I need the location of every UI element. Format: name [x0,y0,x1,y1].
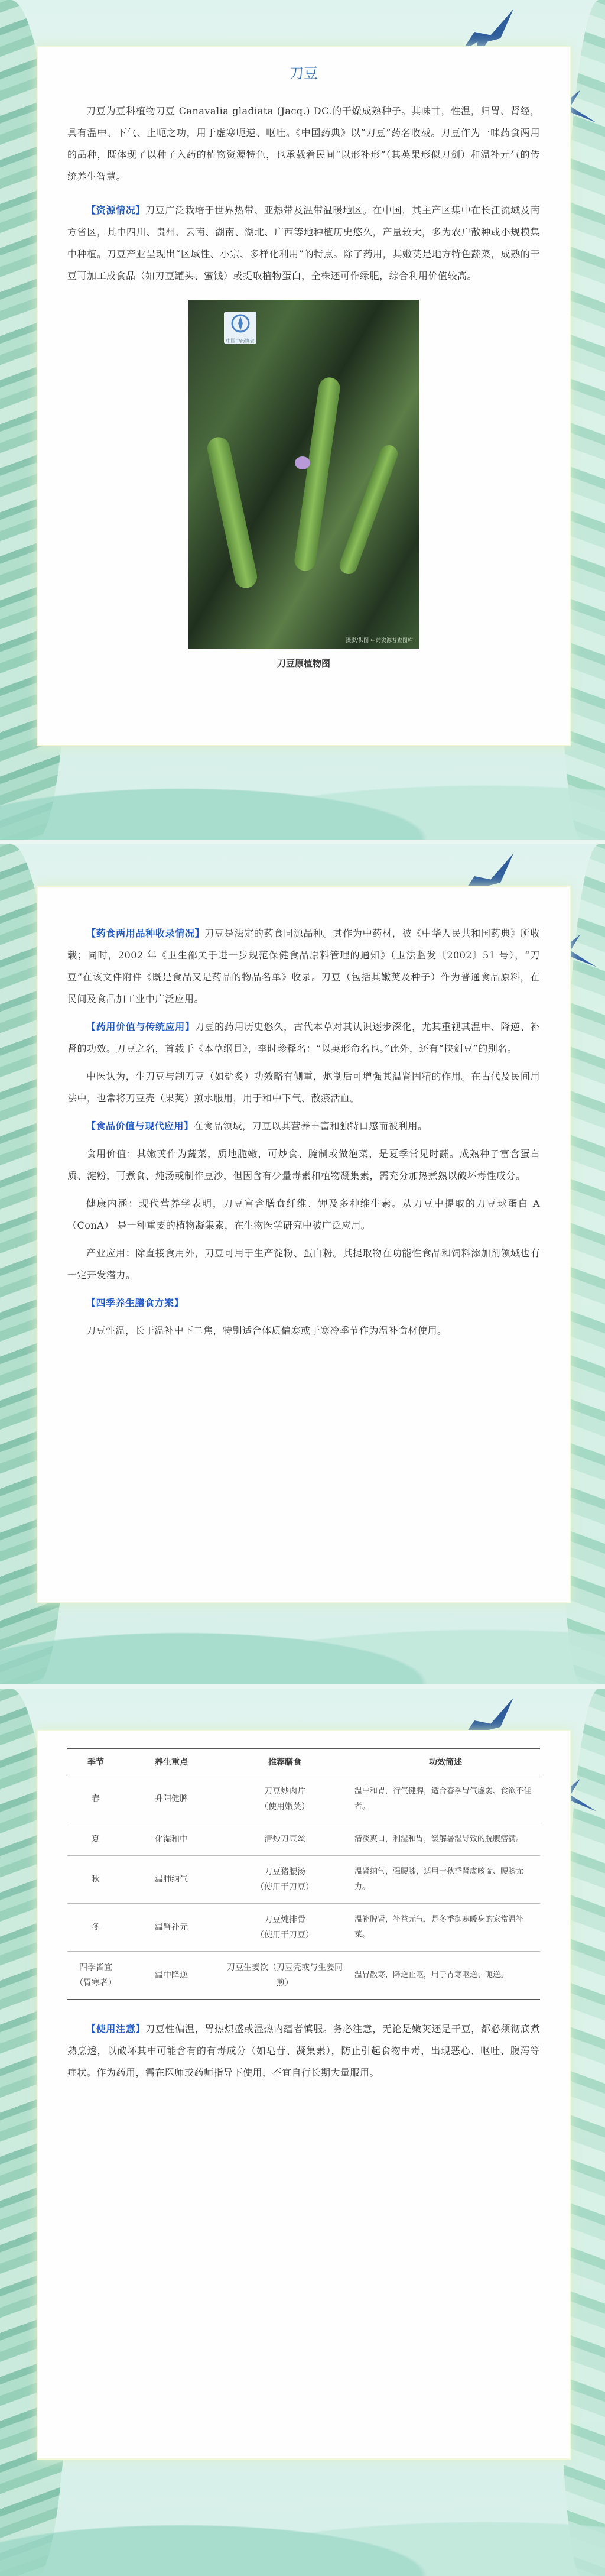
table-cell: 秋 [67,1856,124,1904]
table-cell: 温中和胃，行气健脾，适合春季胃气虚弱、食欲不佳者。 [351,1775,540,1823]
wave-decoration [0,751,605,840]
resource-paragraph [67,199,540,287]
page-section-1 [0,0,605,840]
food-text: 在食品领域，刀豆以其营养丰富和独特口感而被利用。 [193,1120,428,1132]
content-card [37,1730,571,2460]
page-section-3 [0,1689,605,2576]
wave-decoration [0,1595,605,1684]
table-row [67,1775,540,1823]
wave-decoration [0,2487,605,2576]
table-cell: 化湿和中 [124,1823,219,1856]
table-cell: 温中降逆 [124,1952,219,2000]
listing-text: 刀豆是法定的药食同源品种。其作为中药材，被《中华人民共和国药典》所收载；同时，2002 年《卫生部关于进一步规范保健食品原料管理的通知》（卫法监发〔2002〕51 号），“刀豆”在该文件附件《既是食品又是药品的物品名单》收录。刀豆（包括其嫩荚及种子）作为普通食品原料，在民间及食品加工业中广泛应用。 [67,928,540,1005]
logo-text: 中国中药协会 [226,338,255,344]
table-header: 养生重点 [124,1748,219,1775]
intro-paragraph: 刀豆为豆科植物刀豆 Canavalia gladiata (Jacq.) DC.的干燥成熟种子。其味甘，性温，归胃、肾经，具有温中、下气、止呃之功，用于虚寒呃逆、呕吐。《中国药典》以“刀豆”药名收载。刀豆作为一味药食两用的品种，既体现了以种子入药的植物资源特色，也承载着民间“以形补形”（其英果形似刀剑）和温补元气的传统养生智慧。 [67,105,540,182]
food-item-3: 产业应用：除直接食用外，刀豆可用于生产淀粉、蛋白粉。其提取物在功能性食品和饲料添加剂领域也有一定开发潜力。 [67,1248,540,1281]
table-cell: 清炒刀豆丝 [219,1823,351,1856]
table-cell: 夏 [67,1823,124,1856]
table-row [67,1904,540,1952]
table-cell: 刀豆炖排骨 （使用干刀豆） [219,1904,351,1952]
photo-caption: 刀豆原植物图 [277,658,330,669]
section-heading-season: 【四季养生膳食方案】 [86,1297,184,1308]
table-cell: 温肾纳气，强腰膝，适用于秋季肾虚咳喘、腰膝无力。 [351,1856,540,1904]
table-row [67,1952,540,2000]
section-heading-listing: 【药食两用品种收录情况】 [86,928,205,939]
resource-text: 刀豆广泛栽培于世界热带、亚热带及温带温暖地区。在中国，其主产区集中在长江流域及南方省区，其中四川、贵州、云南、湖南、湖北、广西等地种植历史悠久，产量较大，多为农户散种或小规模集中种植。刀豆产业呈现出“区域性、小宗、多样化利用”的特点。除了药用，其嫩荚是地方特色蔬菜，成熟的干豆可加工成食品（如刀豆罐头、蜜饯）或提取植物蛋白，全株还可作绿肥，综合利用价值较高。 [67,205,540,281]
table-cell: 刀豆猪腰汤 （使用干刀豆） [219,1856,351,1904]
section-heading-food: 【食品价值与现代应用】 [86,1120,194,1132]
page-title: 刀豆 [290,65,318,82]
bean-pod [337,443,401,576]
table-cell: 清淡爽口，利湿和胃，缓解暑湿导致的脘腹痞满。 [351,1823,540,1856]
season-paragraph: 刀豆性温，长于温补中下二焦，特别适合体质偏寒或于寒冷季节作为温补食材使用。 [86,1325,447,1336]
table-cell: 四季皆宜 （胃寒者） [67,1952,124,2000]
seasonal-diet-table [67,1748,540,2000]
table-row [67,1856,540,1904]
section-heading-caution: 【使用注意】 [86,2023,146,2034]
logo-icon [224,312,256,344]
table-cell: 冬 [67,1904,124,1952]
history-text: 刀豆的药用历史悠久，古代本草对其认识逐步深化，尤其重视其温中、降逆、补肾的功效。刀豆之名，首载于《本草纲目》，李时珍释名：“以英形命名也。”此外，还有“挟剑豆”的别名。 [67,1021,540,1054]
table-cell: 温肺纳气 [124,1856,219,1904]
section-heading-history: 【药用价值与传统应用】 [86,1021,195,1032]
flower [295,456,310,469]
history-paragraph [67,1016,540,1059]
section-heading-resource: 【资源情况】 [86,205,146,216]
caution-text: 刀豆性偏温，胃热炽盛或湿热内蕴者慎服。务必注意，无论是嫩荚还是干豆，都必须彻底煮熟烹透，以破坏其中可能含有的有毒成分（如皂苷、凝集素），防止引起食物中毒，出现恶心、呕吐、腹泻等症状。作为药用，需在医师或药师指导下使用，不宜自行长期大量服用。 [67,2023,540,2078]
food-item-2: 健康内涵：现代营养学表明，刀豆富含膳食纤维、钾及多种维生素。从刀豆中提取的刀豆球蛋白 A（ConA） 是一种重要的植物凝集素，在生物医学研究中被广泛应用。 [67,1198,540,1231]
bean-pod [205,435,259,590]
table-row [67,1823,540,1856]
photo-credit: 摄影/供图 中药资源普查图库 [346,638,413,644]
content-card [37,886,571,1603]
table-cell: 温胃散寒，降逆止呕，用于胃寒呕逆、呃逆。 [351,1952,540,2000]
page-section-2 [0,844,605,1684]
table-cell: 刀豆生姜饮（刀豆壳或与生姜同煎） [219,1952,351,2000]
food-item-1: 食用价值：其嫩荚作为蔬菜，质地脆嫩，可炒食、腌制或做泡菜，是夏季常见时蔬。成熟种子富含蛋白质、淀粉，可煮食、炖汤或制作豆沙，但因含有少量毒素和植物凝集素，需充分加热煮熟以破坏毒性成分。 [67,1148,540,1181]
plant-photo [188,300,419,649]
table-header: 推荐膳食 [219,1748,351,1775]
listing-paragraph [67,922,540,1010]
bean-pod [293,376,341,572]
table-cell: 升阳健脾 [124,1775,219,1823]
table-cell: 温补脾肾，补益元气，是冬季御寒暖身的家常温补菜。 [351,1904,540,1952]
caution-paragraph [67,2018,540,2084]
table-header: 季节 [67,1748,124,1775]
table-cell: 刀豆炒肉片 （使用嫩荚） [219,1775,351,1823]
season-heading-paragraph [67,1292,540,1314]
table-cell: 春 [67,1775,124,1823]
table-header: 功效简述 [351,1748,540,1775]
food-paragraph [67,1115,540,1137]
content-card [37,46,571,746]
table-cell: 温肾补元 [124,1904,219,1952]
history-paragraph-2: 中医认为，生刀豆与制刀豆（如盐炙）功效略有侧重，炮制后可增强其温肾固精的作用。在古代及民间用法中，也常将刀豆壳（果荚）煎水服用，用于和中下气、散瘀活血。 [67,1071,540,1104]
table-header-row [67,1748,540,1775]
